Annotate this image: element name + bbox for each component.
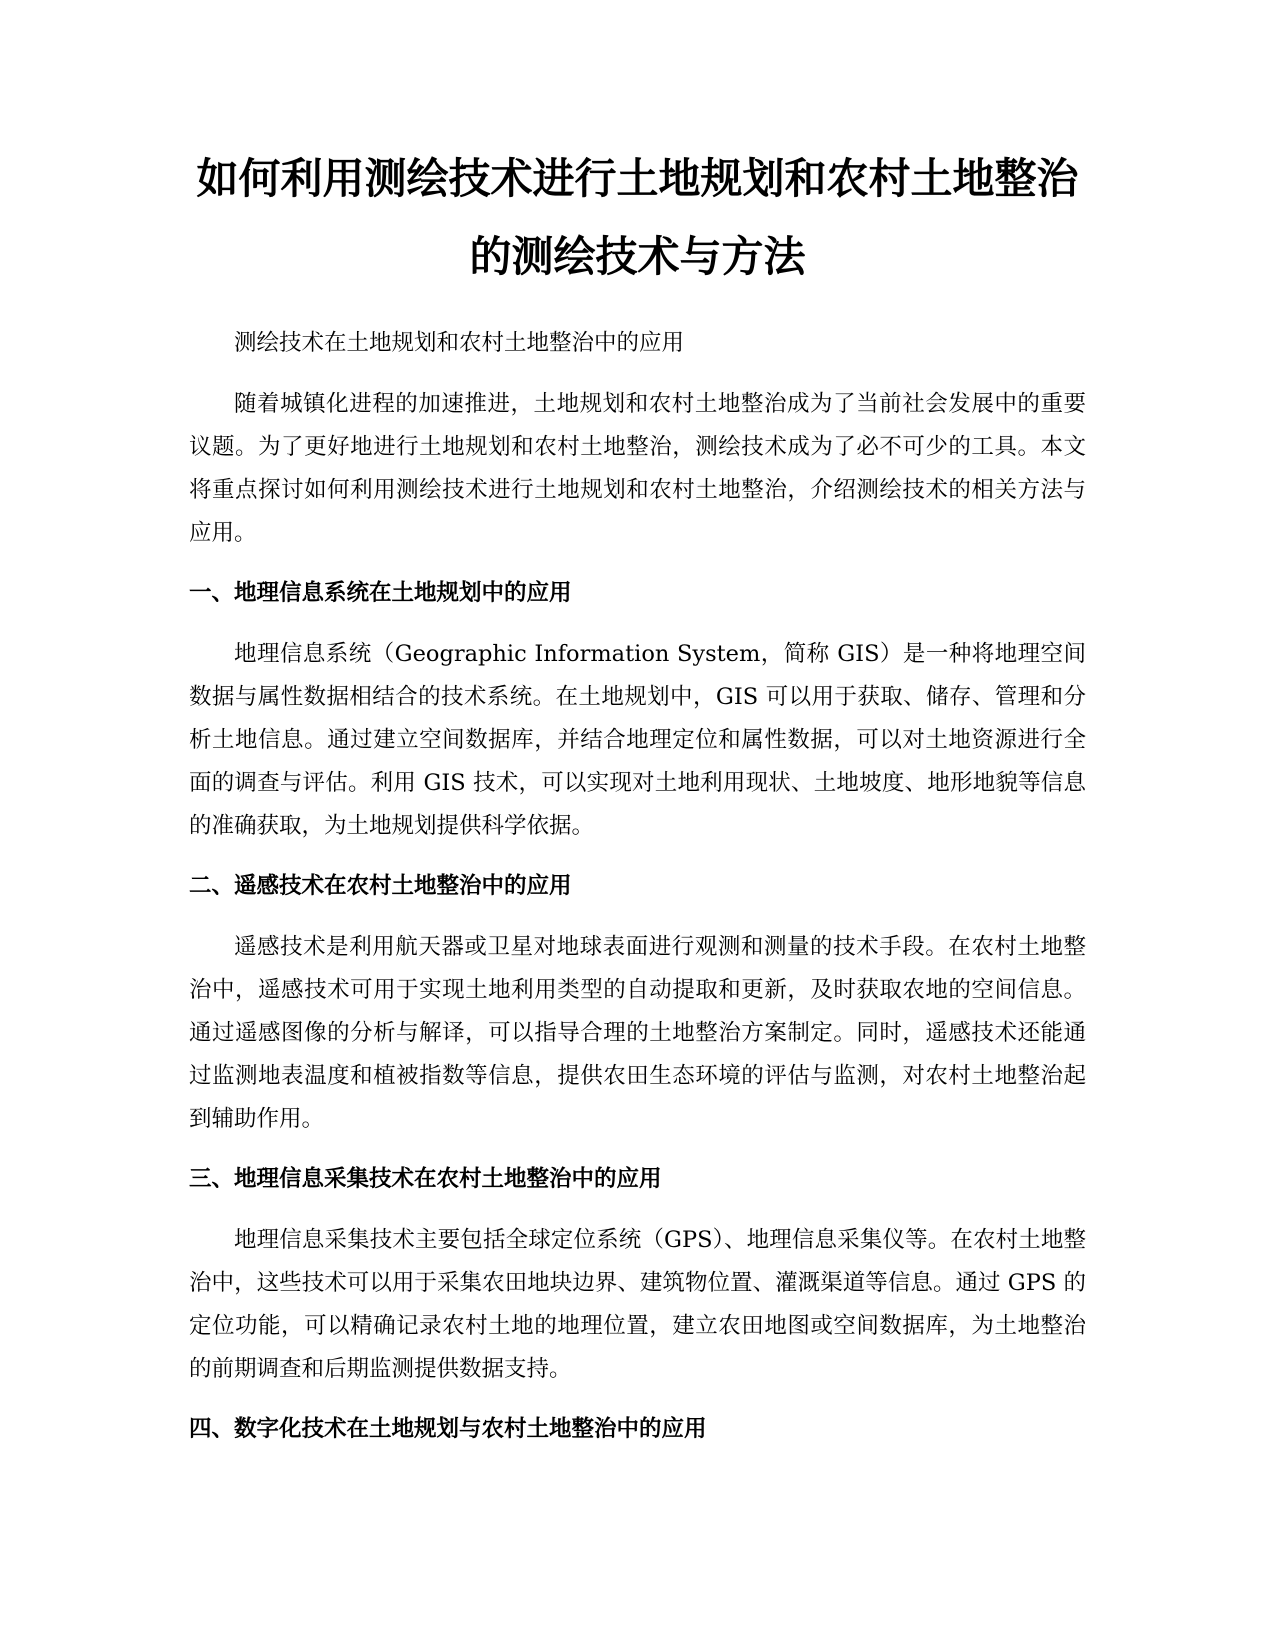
section-heading-3: 三、地理信息采集技术在农村土地整治中的应用 [189, 1166, 662, 1192]
intro-paragraph: 随着城镇化进程的加速推进，土地规划和农村土地整治成为了当前社会发展中的重要议题。为了更好地进行土地规划和农村土地整治，测绘技术成为了必不可少的工具。本文将重点探讨如何利用测绘技术进行土地规划和农村土地整治，介绍测绘技术的相关方法与应用。 [189, 391, 1086, 546]
section-heading-2: 二、遥感技术在农村土地整治中的应用 [189, 873, 572, 899]
section-body-3: 地理信息采集技术主要包括全球定位系统（GPS）、地理信息采集仪等。在农村土地整治中，这些技术可以用于采集农田地块边界、建筑物位置、灌溉渠道等信息。通过 GPS 的定位功能，可以精确记录农村土地的地理位置，建立农田地图或空间数据库，为土地整治的前期调查和后期监测提供数据支持。 [189, 1227, 1086, 1382]
intro-lead: 测绘技术在土地规划和农村土地整治中的应用 [234, 330, 685, 356]
section-heading-1: 一、地理信息系统在土地规划中的应用 [189, 580, 572, 606]
section-body-2: 遥感技术是利用航天器或卫星对地球表面进行观测和测量的技术手段。在农村土地整治中，遥感技术可用于实现土地利用类型的自动提取和更新，及时获取农地的空间信息。通过遥感图像的分析与解译，可以指导合理的土地整治方案制定。同时，遥感技术还能通过监测地表温度和植被指数等信息，提供农田生态环境的评估与监测，对农村土地整治起到辅助作用。 [189, 934, 1086, 1132]
document-title: 如何利用测绘技术进行土地规划和农村土地整治的测绘技术与方法 [196, 154, 1079, 281]
section-heading-4: 四、数字化技术在土地规划与农村土地整治中的应用 [189, 1416, 707, 1442]
section-body-1: 地理信息系统（Geographic Information System，简称 GIS）是一种将地理空间数据与属性数据相结合的技术系统。在土地规划中，GIS 可以用于获取、储存、管理和分析土地信息。通过建立空间数据库，并结合地理定位和属性数据，可以对土地资源进行全面的调查与评估。利用 GIS 技术，可以实现对土地利用现状、土地坡度、地形地貌等信息的准确获取，为土地规划提供科学依据。 [189, 641, 1086, 839]
